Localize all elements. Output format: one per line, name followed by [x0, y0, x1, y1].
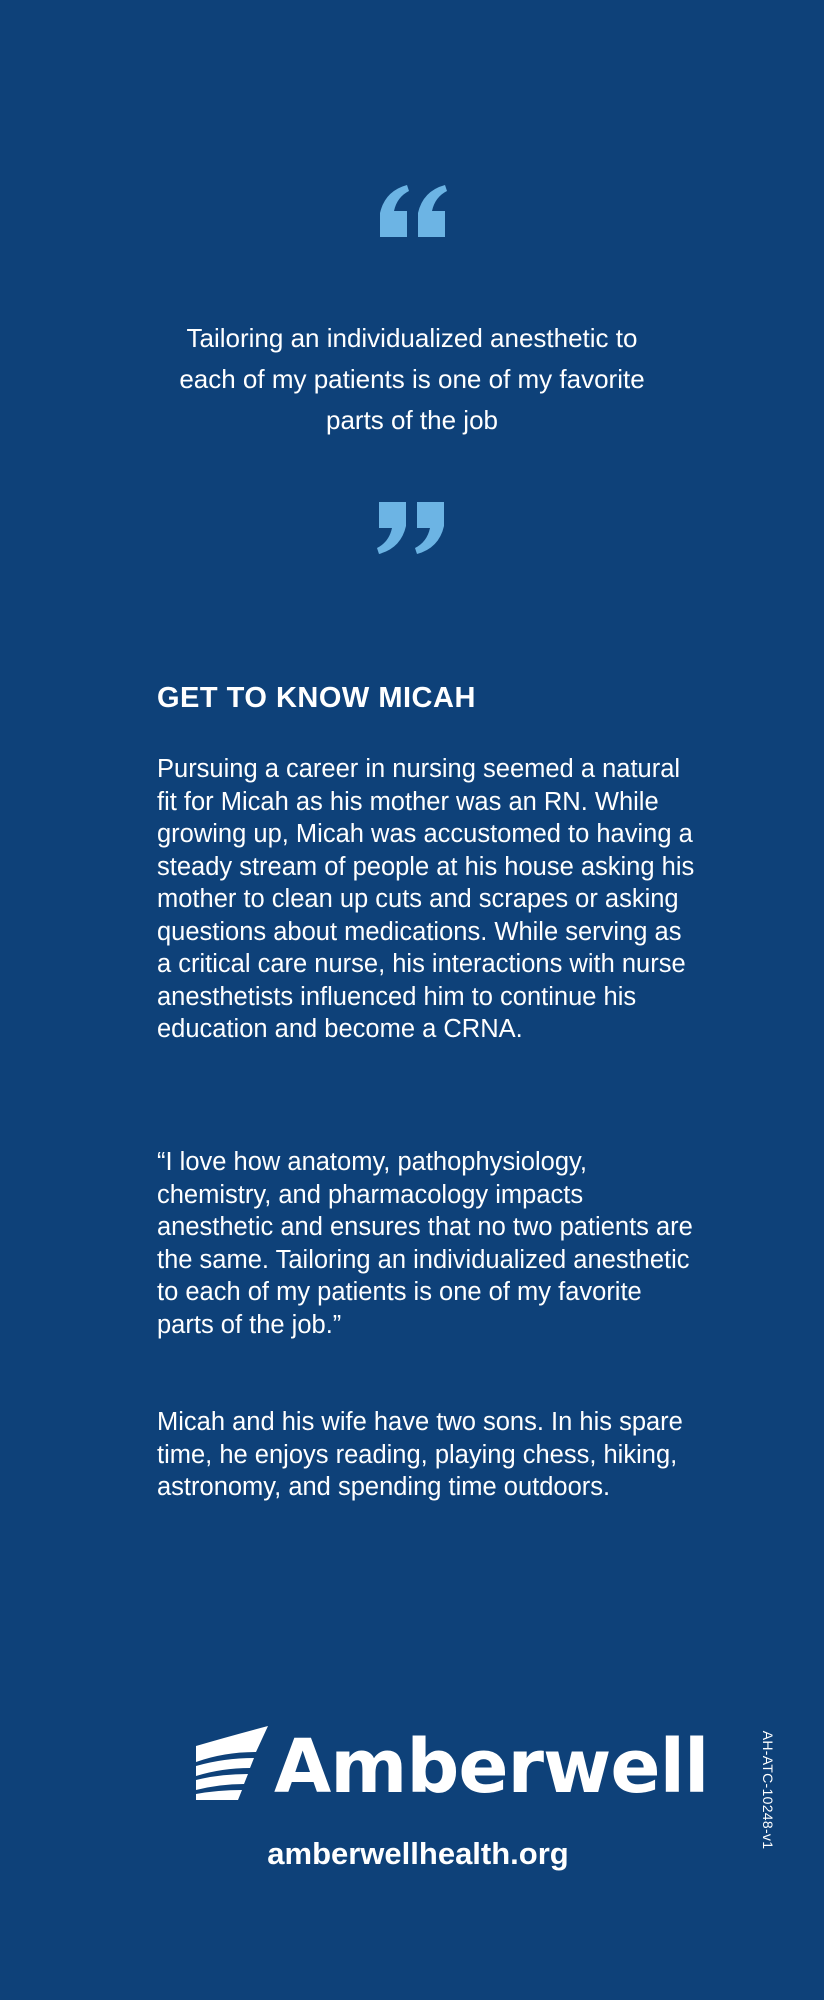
personal-paragraph: Micah and his wife have two sons. In his spare time, he enjoys reading, playing chess, hiking, astronomy, and spending time outdoors.	[157, 1408, 683, 1501]
amberwell-logo	[194, 1722, 709, 1810]
amberwell-logo-mark-icon	[194, 1722, 270, 1802]
pull-quote-text: Tailoring an individualized anesthetic to each of my patients is one of my favorite parts of the job	[179, 323, 645, 435]
brand-name: Amberwell	[274, 1724, 709, 1810]
open-quote-icon	[377, 183, 447, 239]
section-heading: GET TO KNOW MICAH	[157, 682, 476, 714]
close-quote-icon	[377, 500, 447, 556]
document-code: AH-ATC-10248-v1	[760, 1730, 776, 1850]
website-url: amberwellhealth.org	[267, 1836, 569, 1871]
bio-paragraph: Pursuing a career in nursing seemed a natural fit for Micah as his mother was an RN. While growing up, Micah was accustomed to having a steady stream of people at his house asking his mother to clean up cuts and scrapes or asking questions about medications. While serving as a critical care nurse, his interactions with nurse anesthetists influenced him to continue his education and become a CRNA.	[157, 755, 695, 1043]
quote-paragraph: “I love how anatomy, pathophysiology, chemistry, and pharmacology impacts anesthetic and ensures that no two patients are the same. Tailoring an individualized anesthetic to each of my patients is one of my favorite parts of the job.”	[157, 1148, 693, 1339]
